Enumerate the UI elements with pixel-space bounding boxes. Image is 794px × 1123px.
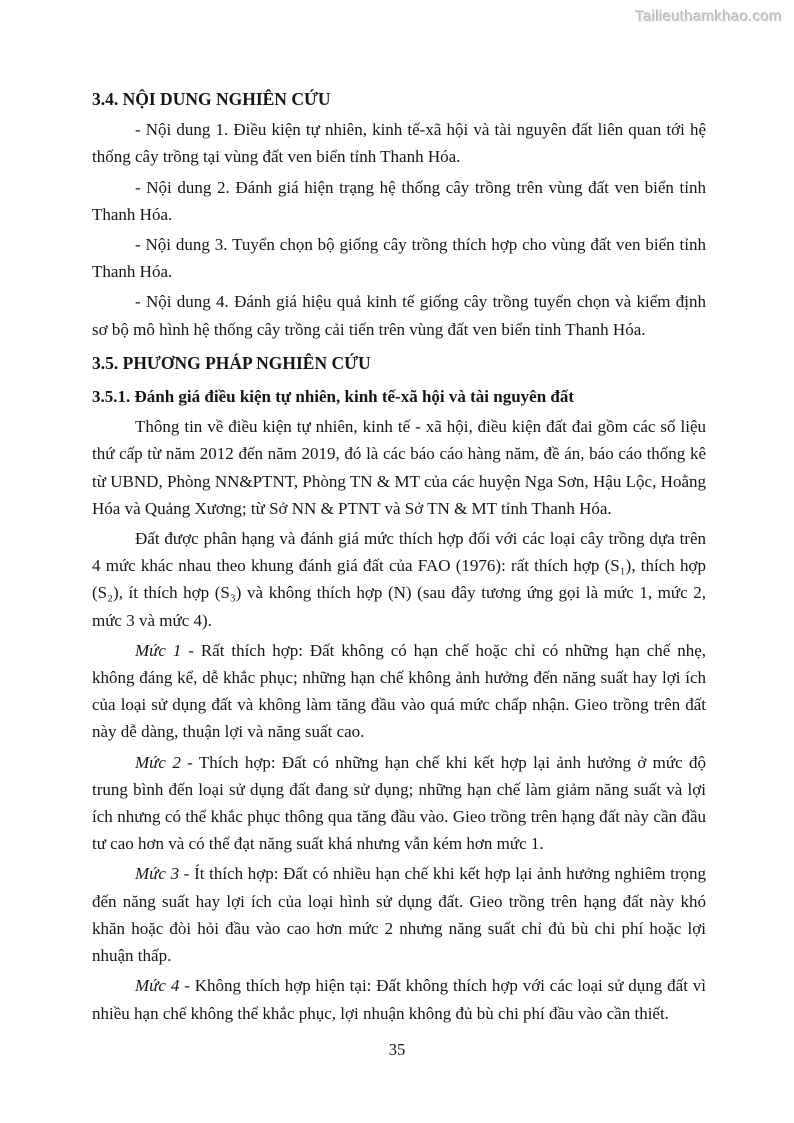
paragraph-noi-dung-4: - Nội dung 4. Đánh giá hiệu quả kinh tế giống cây trồng tuyển chọn và kiểm định sơ bộ mô hình hệ thống cây trồng cải tiến trên vùng đất ven biển tỉnh Thanh Hóa. bbox=[92, 292, 706, 339]
paragraph-noi-dung-1: - Nội dung 1. Điều kiện tự nhiên, kinh tế-xã hội và tài nguyên đất liên quan tới hệ thống cây trồng tại vùng đất ven biển tỉnh Thanh Hóa. bbox=[92, 120, 706, 167]
section-heading-3-5: 3.5. PHƯƠNG PHÁP NGHIÊN CỨU bbox=[92, 352, 371, 373]
muc-3-label: Mức 3 bbox=[135, 864, 180, 884]
paragraph-muc-2 bbox=[92, 749, 706, 858]
paragraph-noi-dung-3: - Nội dung 3. Tuyển chọn bộ giống cây trồng thích hợp cho vùng đất ven biển tỉnh Thanh Hóa. bbox=[92, 235, 706, 282]
paragraph-muc-1 bbox=[92, 637, 706, 746]
muc-1-label: Mức 1 bbox=[135, 640, 182, 660]
muc-4-label: Mức 4 bbox=[135, 976, 180, 996]
paragraph-muc-3 bbox=[92, 860, 706, 969]
muc-3-text: - Ít thích hợp: Đất có nhiều hạn chế khi kết hợp lại ảnh hưởng nghiêm trọng đến năng suất hay lợi ích của loại hình sử dụng đất. Gieo trồng trên hạng đất này khó khăn hoặc đòi hỏi đầu vào cao hơn mức 2 nhưng năng suất chỉ đủ bù chi phí hoặc lợi nhuận thấp. bbox=[92, 864, 707, 966]
section-heading-3-5-1: 3.5.1. Đánh giá điều kiện tự nhiên, kinh tế-xã hội và tài nguyên đất bbox=[92, 387, 575, 407]
page-content bbox=[92, 86, 706, 1030]
paragraph-noi-dung-2: - Nội dung 2. Đánh giá hiện trạng hệ thống cây trồng trên vùng đất ven biển tỉnh Thanh Hóa. bbox=[92, 177, 706, 224]
watermark: Tailieuthamkhao.com bbox=[635, 8, 782, 25]
section-heading-3-4: 3.4. NỘI DUNG NGHIÊN CỨU bbox=[92, 89, 331, 109]
muc-2-text: - Thích hợp: Đất có những hạn chế khi kết hợp lại ảnh hưởng ở mức độ trung bình đến loại sử dụng đất đang sử dụng; những hạn chế làm giảm năng suất và lợi ích nhưng có thể khắc phục thông qua tăng đầu vào. Gieo trồng trên hạng đất này cần đầu tư cao hơn và có thể đạt năng suất khá nhưng vẫn kém hơn mức 1. bbox=[92, 752, 706, 854]
paragraph-muc-4 bbox=[92, 972, 706, 1026]
paragraph-data-sources: Thông tin về điều kiện tự nhiên, kinh tế - xã hội, điều kiện đất đai gồm các số liệu thứ cấp từ năm 2012 đến năm 2019, đó là các báo cáo hàng năm, đề án, báo cáo thống kê từ UBND, Phòng NN&PTNT, Phòng TN & MT của các huyện Nga Sơn, Hậu Lộc, Hoằng Hóa và Quảng Xương; từ Sở NN & PTNT và Sở TN & MT tỉnh Thanh Hóa. bbox=[92, 417, 706, 518]
muc-4-text: - Không thích hợp hiện tại: Đất không thích hợp với các loại sử dụng đất vì nhiều hạn chế không thể khắc phục, lợi nhuận không đủ bù chi phí đầu vào cần thiết. bbox=[92, 976, 707, 1023]
muc-1-text: - Rất thích hợp: Đất không có hạn chế hoặc chỉ có những hạn chế nhẹ, không đáng kể, dễ khắc phục; những hạn chế không ảnh hưởng đến năng suất hay lợi ích của loại sử dụng đất và không làm tăng đầu vào quá mức chấp nhận. Gieo trồng trên đất này dễ dàng, thuận lợi và năng suất cao. bbox=[92, 640, 706, 742]
muc-2-label: Mức 2 bbox=[135, 752, 181, 772]
page-number: 35 bbox=[388, 1040, 406, 1059]
paragraph-fao-classification: Đất được phân hạng và đánh giá mức thích hợp đối với các loại cây trồng dựa trên 4 mức khác nhau theo khung đánh giá đất của FAO (1976): rất thích hợp (S₁), thích hợp (S₂), ít thích hợp (S₃) và không thích hợp (N) (sau đây tương ứng gọi là mức 1, mức 2, mức 3 và mức 4). bbox=[92, 529, 706, 630]
